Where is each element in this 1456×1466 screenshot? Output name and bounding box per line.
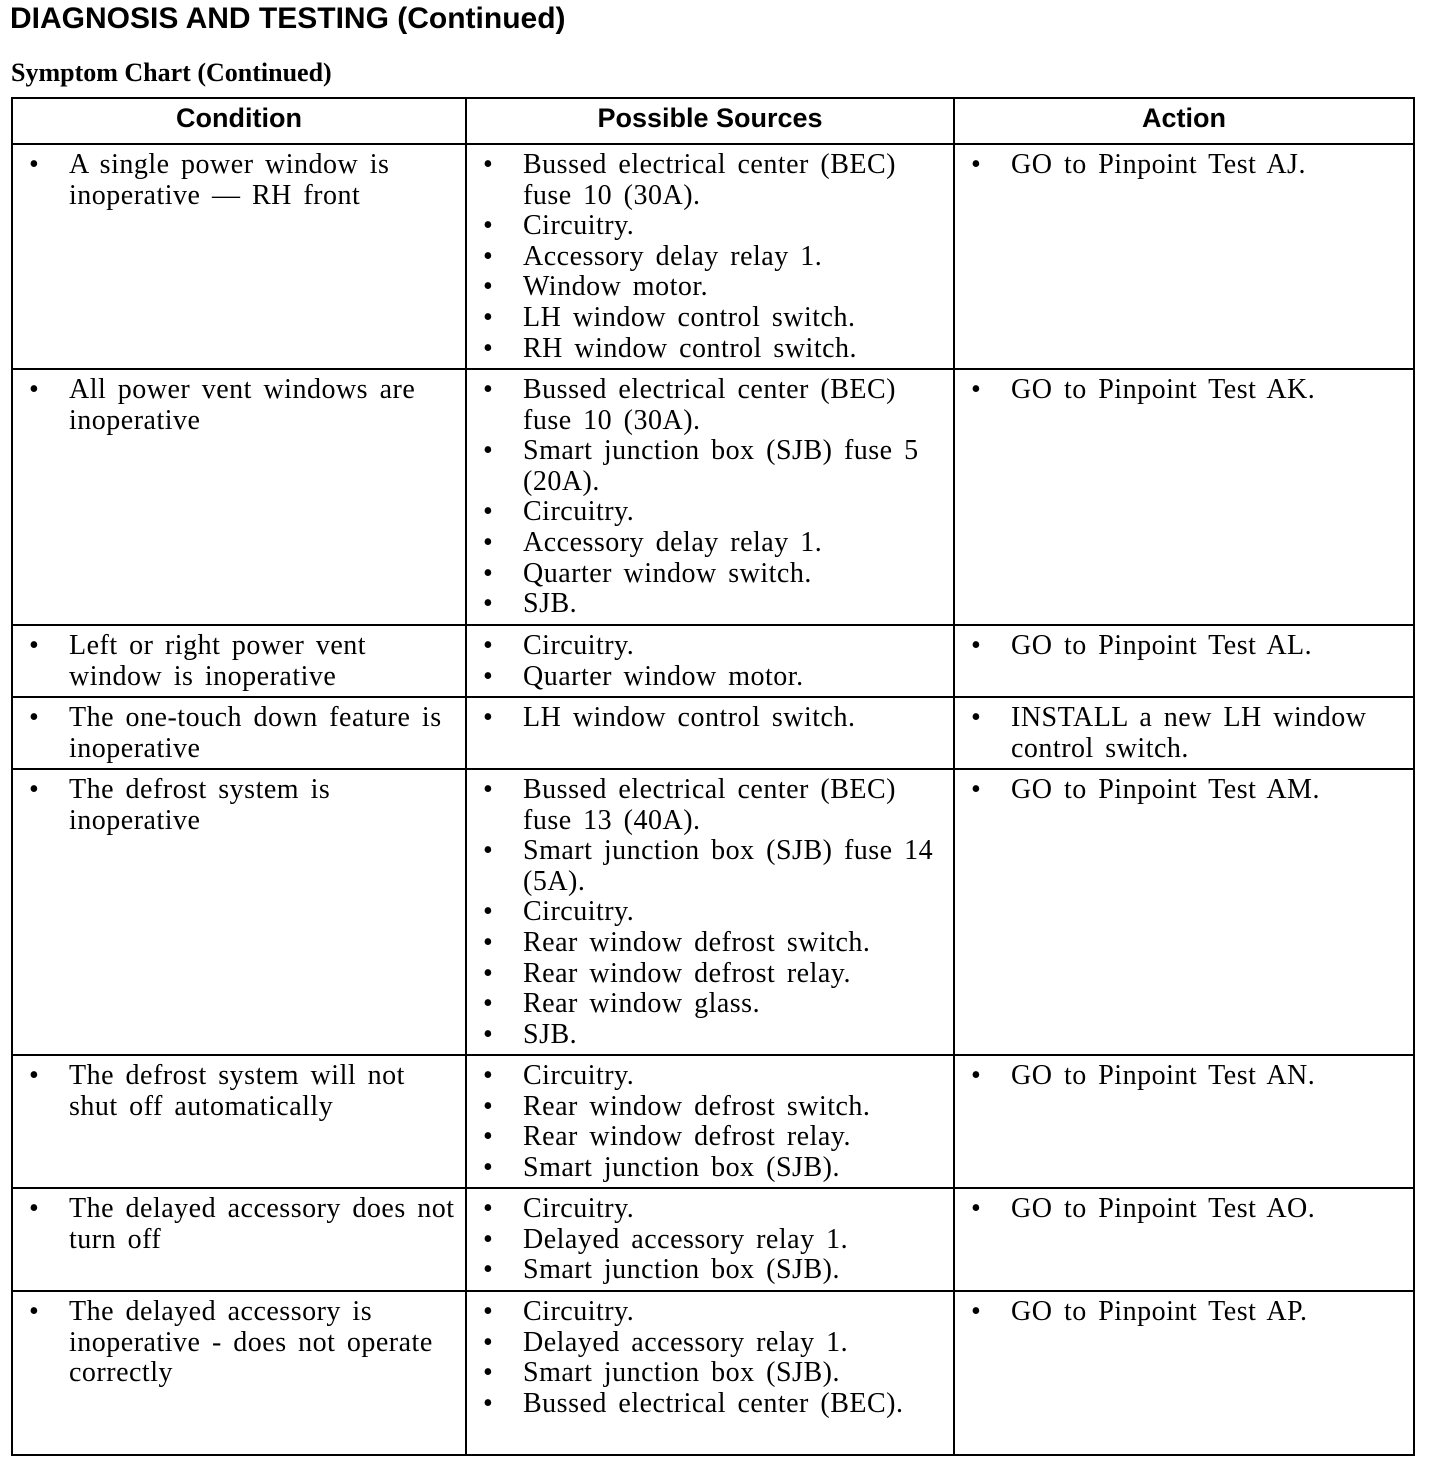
action-cell	[954, 625, 1414, 697]
source-item: • Smart junction box (SJB).	[481, 1255, 947, 1286]
source-item: • Rear window defrost switch.	[481, 928, 947, 959]
action-text: • GO to Pinpoint Test AP.	[969, 1297, 1407, 1328]
symptom-chart-title: Symptom Chart (Continued)	[11, 58, 332, 87]
table-row	[12, 144, 1414, 369]
sources-cell	[466, 1291, 954, 1455]
source-item: • SJB.	[481, 589, 947, 620]
source-item: • Delayed accessory relay 1.	[481, 1328, 947, 1359]
source-item: • Circuitry.	[481, 1061, 947, 1092]
table-header-row	[12, 98, 1414, 144]
source-item: • Accessory delay relay 1.	[481, 242, 947, 273]
action-text: • GO to Pinpoint Test AL.	[969, 631, 1407, 662]
source-item: • Circuitry.	[481, 211, 947, 242]
source-item: • Bussed electrical center (BEC) fuse 13 (40A).	[481, 775, 947, 836]
table-row	[12, 697, 1414, 769]
action-cell	[954, 144, 1414, 369]
column-header-possible-sources: Possible Sources	[466, 98, 954, 144]
condition-text: • Left or right power vent window is inoperative	[27, 631, 459, 692]
table-row	[12, 1291, 1414, 1455]
source-item: • Smart junction box (SJB).	[481, 1358, 947, 1389]
table-row	[12, 1055, 1414, 1188]
source-item: • Bussed electrical center (BEC) fuse 10 (30A).	[481, 375, 947, 436]
condition-text: • All power vent windows are inoperative	[27, 375, 459, 436]
condition-cell	[12, 1055, 466, 1188]
source-item: • Bussed electrical center (BEC).	[481, 1389, 947, 1420]
action-text: • GO to Pinpoint Test AJ.	[969, 150, 1407, 181]
action-text: • INSTALL a new LH window control switch.	[969, 703, 1407, 764]
source-item: • Quarter window switch.	[481, 559, 947, 590]
action-text: • GO to Pinpoint Test AN.	[969, 1061, 1407, 1092]
source-item: • SJB.	[481, 1020, 947, 1051]
condition-cell	[12, 697, 466, 769]
table-row	[12, 369, 1414, 625]
condition-text: • The one-touch down feature is inoperative	[27, 703, 459, 764]
condition-cell	[12, 625, 466, 697]
sources-cell	[466, 625, 954, 697]
source-item: • LH window control switch.	[481, 303, 947, 334]
source-item: • RH window control switch.	[481, 334, 947, 365]
condition-text: • The defrost system will not shut off automatically	[27, 1061, 459, 1122]
source-item: • Rear window defrost relay.	[481, 1122, 947, 1153]
action-text: • GO to Pinpoint Test AM.	[969, 775, 1407, 806]
symptom-chart-table	[11, 97, 1415, 1456]
source-item: • Bussed electrical center (BEC) fuse 10 (30A).	[481, 150, 947, 211]
source-item: • Circuitry.	[481, 897, 947, 928]
page-title: DIAGNOSIS AND TESTING (Continued)	[10, 2, 566, 35]
condition-cell	[12, 144, 466, 369]
action-text: • GO to Pinpoint Test AO.	[969, 1194, 1407, 1225]
source-item: • Circuitry.	[481, 631, 947, 662]
sources-cell	[466, 369, 954, 625]
condition-text: • The delayed accessory does not turn off	[27, 1194, 459, 1255]
action-text: • GO to Pinpoint Test AK.	[969, 375, 1407, 406]
source-item: • LH window control switch.	[481, 703, 947, 734]
action-cell	[954, 1055, 1414, 1188]
source-item: • Circuitry.	[481, 1194, 947, 1225]
source-item: • Window motor.	[481, 272, 947, 303]
sources-cell	[466, 144, 954, 369]
source-item: • Smart junction box (SJB) fuse 14 (5A).	[481, 836, 947, 897]
table-row	[12, 769, 1414, 1055]
condition-cell	[12, 369, 466, 625]
condition-text: • A single power window is inoperative — RH front	[27, 150, 459, 211]
action-cell	[954, 1188, 1414, 1291]
condition-cell	[12, 1188, 466, 1291]
source-item: • Rear window defrost switch.	[481, 1092, 947, 1123]
condition-text: • The defrost system is inoperative	[27, 775, 459, 836]
source-item: • Circuitry.	[481, 497, 947, 528]
condition-cell	[12, 769, 466, 1055]
source-item: • Delayed accessory relay 1.	[481, 1225, 947, 1256]
column-header-action: Action	[954, 98, 1414, 144]
sources-cell	[466, 1055, 954, 1188]
source-item: • Accessory delay relay 1.	[481, 528, 947, 559]
condition-text: • The delayed accessory is inoperative - does not operate correctly	[27, 1297, 459, 1389]
action-cell	[954, 369, 1414, 625]
table-row	[12, 625, 1414, 697]
action-cell	[954, 1291, 1414, 1455]
source-item: • Quarter window motor.	[481, 662, 947, 693]
source-item: • Rear window defrost relay.	[481, 959, 947, 990]
action-cell	[954, 697, 1414, 769]
action-cell	[954, 769, 1414, 1055]
source-item: • Smart junction box (SJB).	[481, 1153, 947, 1184]
table-row	[12, 1188, 1414, 1291]
sources-cell	[466, 1188, 954, 1291]
condition-cell	[12, 1291, 466, 1455]
source-item: • Smart junction box (SJB) fuse 5 (20A).	[481, 436, 947, 497]
column-header-condition: Condition	[12, 98, 466, 144]
source-item: • Rear window glass.	[481, 989, 947, 1020]
sources-cell	[466, 769, 954, 1055]
sources-cell	[466, 697, 954, 769]
source-item: • Circuitry.	[481, 1297, 947, 1328]
